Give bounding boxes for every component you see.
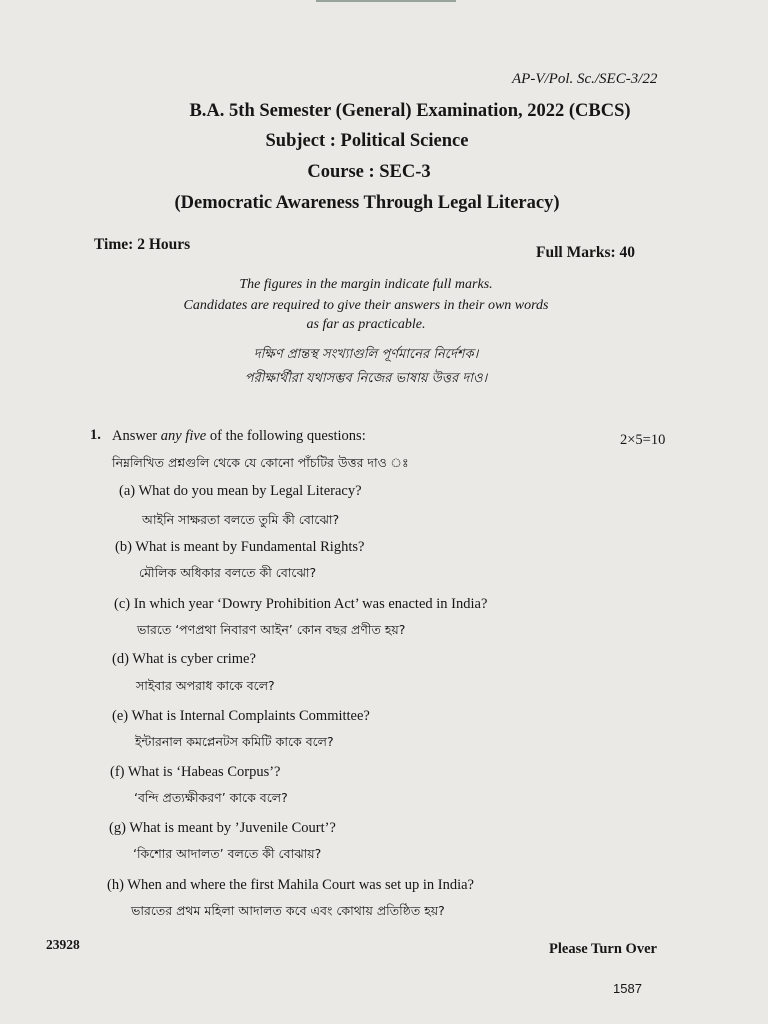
turn-over-note: Please Turn Over — [549, 941, 657, 957]
subject-heading: Subject : Political Science — [265, 131, 469, 151]
subquestion-label: (c) — [114, 596, 131, 612]
subquestion-c-bn: ভারতে ‘পণপ্রথা নিবারণ আইন’ কোন বছর প্রণীত হয়? — [137, 622, 406, 637]
subquestion-b — [115, 539, 364, 556]
subquestion-text: What is cyber crime? — [132, 651, 256, 667]
subquestion-text: What is meant by Fundamental Rights? — [135, 539, 365, 555]
full-marks: Full Marks: 40 — [536, 244, 636, 261]
instruction-en-3: as far as practicable. — [306, 317, 426, 332]
subquestion-label: (h) — [107, 877, 124, 893]
subquestion-a — [119, 483, 362, 500]
subquestion-text: In which year ‘Dowry Prohibition Act’ was enacted in India? — [133, 596, 488, 612]
prompt-emphasis: any five — [160, 428, 207, 444]
subquestion-label: (b) — [115, 539, 132, 555]
subquestion-label: (f) — [110, 764, 125, 780]
subquestion-g — [109, 820, 336, 837]
instruction-en-2: Candidates are required to give their answers in their own words — [183, 298, 549, 313]
instruction-bn-2: পরীক্ষার্থীরা যথাসম্ভব নিজের ভাষায় উত্তর দাও। — [244, 371, 488, 386]
prompt-before: Answer — [112, 428, 161, 444]
subquestion-text: What is ‘Habeas Corpus’? — [127, 764, 281, 780]
question-number: 1. — [90, 427, 101, 443]
subquestion-label: (d) — [112, 651, 129, 667]
course-title: (Democratic Awareness Through Legal Literacy) — [174, 193, 560, 213]
time-allowed: Time: 2 Hours — [94, 236, 191, 253]
subquestion-label: (e) — [112, 708, 129, 724]
subquestion-g-bn: ‘কিশোর আদালত’ বলতে কী বোঝায়? — [133, 846, 322, 861]
subquestion-d — [112, 651, 256, 668]
subquestion-e-bn: ইন্টারনাল কমপ্লেনটস কমিটি কাকে বলে? — [135, 734, 334, 749]
subquestion-h — [107, 877, 474, 894]
instruction-bn-1: দক্ষিণ প্রান্তস্থ সংখ্যাগুলি পূর্ণমানের নির্দেশক। — [253, 347, 479, 362]
subquestion-label: (a) — [119, 483, 136, 499]
subquestion-f — [110, 764, 280, 781]
page-number: 1587 — [613, 981, 642, 996]
instruction-en-1: The figures in the margin indicate full marks. — [239, 277, 493, 292]
subquestion-text: When and where the first Mahila Court was set up in India? — [127, 877, 474, 893]
subquestion-a-bn: আইনি সাক্ষরতা বলতে তুমি কী বোঝো? — [142, 512, 340, 527]
subquestion-text: What is Internal Complaints Committee? — [131, 708, 370, 724]
exam-title: B.A. 5th Semester (General) Examination, 2022 (CBCS) — [189, 101, 631, 121]
question-marks: 2×5=10 — [620, 432, 666, 448]
paper-code: AP-V/Pol. Sc./SEC-3/22 — [512, 71, 658, 87]
subquestion-d-bn: সাইবার অপরাধ কাকে বলে? — [136, 678, 275, 693]
subquestion-f-bn: ‘বন্দি প্রত্যক্ষীকরণ’ কাকে বলে? — [134, 790, 288, 805]
top-edge-mark — [316, 0, 456, 2]
subquestion-text: What do you mean by Legal Literacy? — [138, 483, 362, 499]
question-prompt-bn: নিম্নলিখিত প্রশ্নগুলি থেকে যে কোনো পাঁচটির উত্তর দাও ঃ — [112, 455, 409, 470]
subquestion-b-bn: মৌলিক অধিকার বলতে কী বোঝো? — [139, 565, 317, 580]
subquestion-label: (g) — [109, 820, 126, 836]
prompt-after: of the following questions: — [206, 428, 366, 444]
subquestion-text: What is meant by ’Juvenile Court’? — [129, 820, 336, 836]
subquestion-c — [114, 596, 487, 613]
question-prompt — [112, 428, 366, 445]
paper-id: 23928 — [46, 937, 80, 952]
subquestion-e — [112, 708, 370, 725]
course-heading: Course : SEC-3 — [307, 162, 431, 182]
subquestion-h-bn: ভারতের প্রথম মহিলা আদালত কবে এবং কোথায় প্রতিষ্ঠিত হয়? — [131, 903, 445, 918]
